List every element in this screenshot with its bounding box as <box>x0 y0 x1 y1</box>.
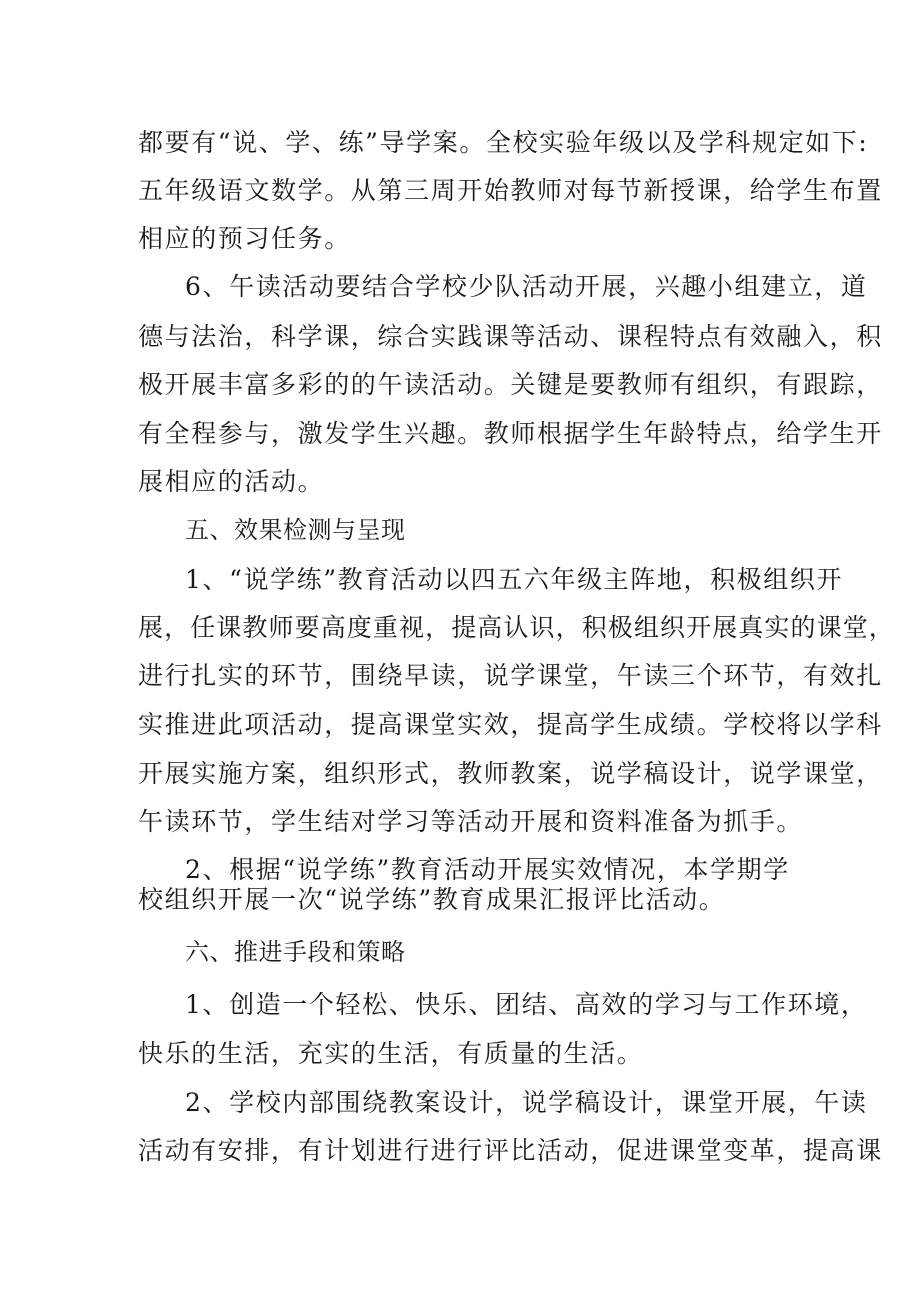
body-text-line: 午读环节，学生结对学习等活动开展和资料准备为抓手。 <box>138 807 804 836</box>
paragraph-start-line: 1、创造一个轻松、快乐、团结、高效的学习与工作环境， <box>185 990 868 1019</box>
body-text-line: 开展实施方案，组织形式，教师教案，说学稿设计，说学课堂， <box>138 759 883 788</box>
body-text-line: 快乐的生活，充实的生活，有质量的生活。 <box>138 1039 644 1068</box>
section-heading-5: 五、效果检测与呈现 <box>185 516 406 544</box>
paragraph-start-line: 2、根据“说学练”教育活动开展实效情况，本学期学 <box>185 855 790 884</box>
section-heading-6: 六、推进手段和策略 <box>185 938 406 966</box>
body-text-line: 校组织开展一次“说学练”教育成果汇报评比活动。 <box>138 885 726 914</box>
body-text-line: 五年级语文数学。从第三周开始教师对每节新授课，给学生布置 <box>138 176 883 205</box>
body-text-line: 展相应的活动。 <box>138 467 325 496</box>
body-text-line: 极开展丰富多彩的的午读活动。关键是要教师有组织，有跟踪， <box>138 370 883 399</box>
body-text-line: 进行扎实的环节，围绕早读，说学课堂，午读三个环节，有效扎 <box>138 661 883 690</box>
body-text-line: 实推进此项活动，提高课堂实效，提高学生成绩。学校将以学科 <box>138 710 883 739</box>
body-text-line: 相应的预习任务。 <box>138 224 351 253</box>
body-text-line: 展，任课教师要高度重视，提高认识，积极组织开展真实的课堂， <box>138 613 895 642</box>
paragraph-start-line: 1、“说学练”教育活动以四五六年级主阵地，积极组织开 <box>185 565 844 594</box>
paragraph-start-line: 6、午读活动要结合学校少队活动开展，兴趣小组建立，道 <box>185 272 868 301</box>
body-text-line: 有全程参与，激发学生兴趣。教师根据学生年龄特点，给学生开 <box>138 419 883 448</box>
body-text-line: 都要有“说、学、练”导学案。全校实验年级以及学科规定如下: <box>138 128 869 157</box>
body-text-line: 德与法治，科学课，综合实践课等活动、课程特点有效融入，积 <box>138 322 883 351</box>
body-text-line: 活动有安排，有计划进行进行评比活动，促进课堂变革，提高课 <box>138 1136 883 1165</box>
paragraph-start-line: 2、学校内部围绕教案设计，说学稿设计，课堂开展，午读 <box>185 1088 868 1117</box>
